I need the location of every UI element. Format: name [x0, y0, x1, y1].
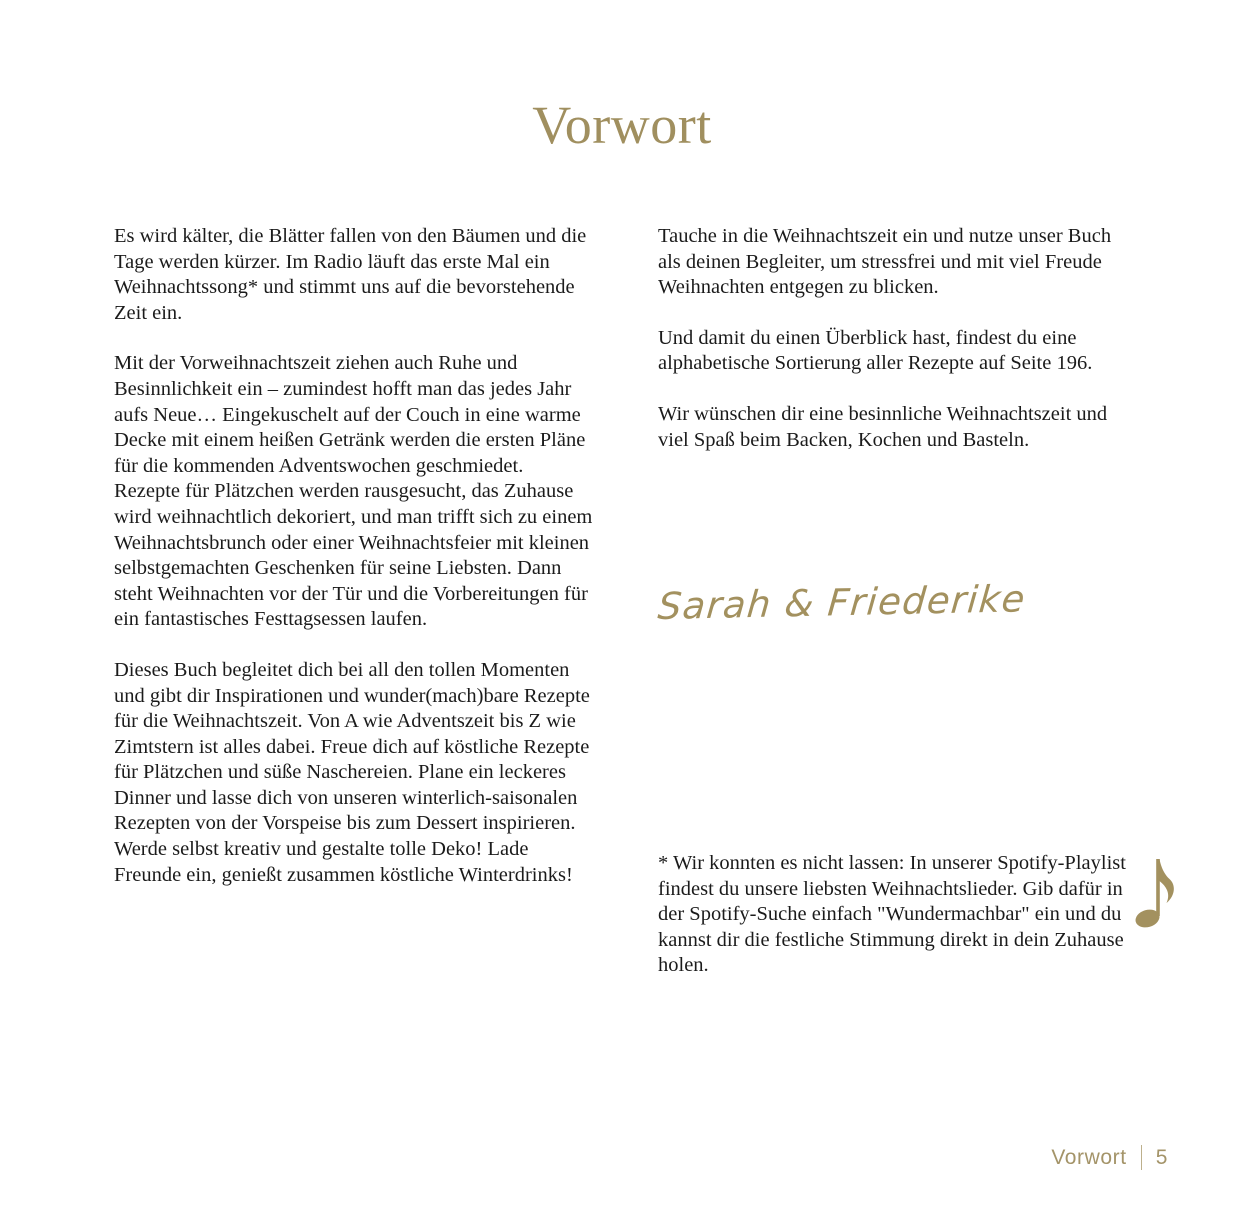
- footnote-text: * Wir konnten es nicht lassen: In unserer Spotify-Playlist findest du unsere liebsten Weihnachtslieder. Gib dafür in der Spotify-Suche einfach "Wundermachbar" ein und du kannst dir die festliche Stimmung direkt in dein Zuhause holen.: [658, 852, 1126, 977]
- footer-divider: [1141, 1145, 1142, 1170]
- footer-page-number: 5: [1155, 1145, 1168, 1169]
- paragraph: Mit der Vorweihnachtszeit ziehen auch Ruhe und Besinnlichkeit ein – zumindest hofft man das jedes Jahr aufs Neue… Eingekuschelt auf der Couch in eine warme Decke mit einem heißen Getränk werden die ersten Pläne für die kommenden Adventswochen geschmiedet. Rezepte für Plätzchen werden rausgesucht, das Zuhause wird weihnachtlich dekoriert, und man trifft sich zu einem Weihnachtsbrunch oder einer Weihnachtsfeier mit kleinen selbstgemachten Geschenken für seine Liebsten. Dann steht Weihnachten vor der Tür und die Vorbereitungen für ein fantastisches Festtagsessen laufen.: [114, 352, 593, 631]
- paragraph: Wir wünschen dir eine besinnliche Weihnachtszeit und viel Spaß beim Backen, Kochen und Basteln.: [658, 402, 1108, 451]
- text-column-left: [114, 224, 594, 888]
- page-title: Vorwort: [532, 95, 712, 156]
- music-note-icon: [1133, 856, 1179, 938]
- paragraph: Tauche in die Weihnachtszeit ein und nutze unser Buch als deinen Begleiter, um stressfrei und mit viel Freude Weihnachten entgegen zu blicken.: [658, 225, 1112, 299]
- footnote-block: [658, 851, 1138, 979]
- paragraph: Und damit du einen Überblick hast, findest du eine alphabetische Sortierung aller Rezepte auf Seite 196.: [658, 326, 1093, 375]
- paragraph: Dieses Buch begleitet dich bei all den tollen Momenten und gibt dir Inspirationen und wunder(mach)bare Rezepte für die Weihnachtszeit. Von A wie Adventszeit bis Z wie Zimtstern ist alles dabei. Freue dich auf köstliche Rezepte für Plätzchen und süße Naschereien. Plane ein leckeres Dinner und lasse dich von unseren winterlich-saisonalen Rezepten von der Vorspeise bis zum Dessert inspirieren. Werde selbst kreativ und gestalte tolle Deko! Lade Freunde ein, genießt zusammen köstliche Winterdrinks!: [114, 658, 590, 886]
- page-footer: [1051, 1145, 1168, 1170]
- paragraph: Es wird kälter, die Blätter fallen von den Bäumen und die Tage werden kürzer. Im Radio läuft das erste Mal ein Weihnachtssong* und stimmt uns auf die bevorstehende Zeit ein.: [114, 225, 587, 324]
- text-column-right: [658, 224, 1138, 453]
- author-signature: Sarah & Friederike: [656, 577, 1028, 628]
- footer-section-label: Vorwort: [1051, 1145, 1127, 1169]
